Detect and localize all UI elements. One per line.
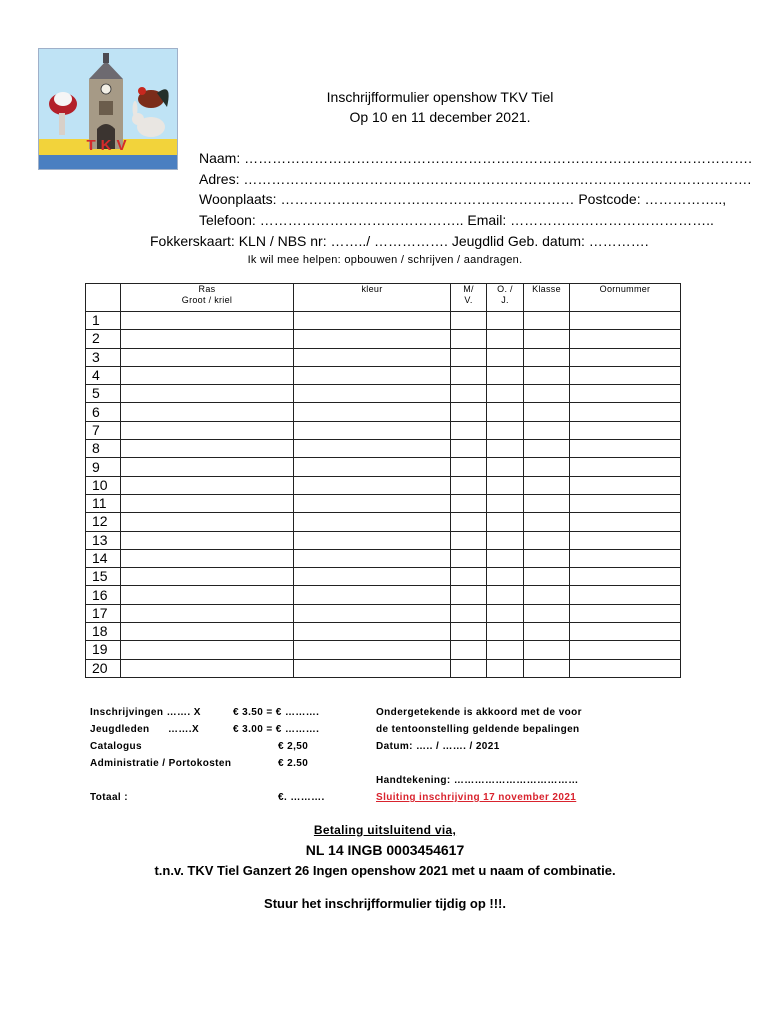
oj-cell[interactable] — [487, 348, 524, 366]
iban: NL 14 INGB 0003454617 — [305, 842, 465, 858]
oornummer-cell[interactable] — [570, 458, 681, 476]
header-oj: O. / J. — [487, 284, 524, 312]
logo-text: TKV — [86, 137, 132, 154]
table-row — [86, 641, 681, 659]
oj-cell[interactable] — [487, 385, 524, 403]
table-row — [86, 403, 681, 421]
mv-cell[interactable] — [451, 568, 487, 586]
oj-cell[interactable] — [487, 568, 524, 586]
jeugdleden-count[interactable]: …….X — [168, 724, 200, 735]
oj-cell[interactable] — [487, 440, 524, 458]
kleur-cell[interactable] — [294, 604, 451, 622]
table-row — [86, 421, 681, 439]
oornummer-cell[interactable] — [570, 385, 681, 403]
ras-cell[interactable] — [121, 476, 294, 494]
kleur-cell[interactable] — [294, 403, 451, 421]
klasse-cell[interactable] — [524, 476, 570, 494]
klasse-cell[interactable] — [524, 330, 570, 348]
oj-cell[interactable] — [487, 494, 524, 512]
row-number: 9 — [86, 458, 121, 476]
ras-cell[interactable] — [121, 531, 294, 549]
ras-cell[interactable] — [121, 659, 294, 677]
mv-cell[interactable] — [451, 586, 487, 604]
kleur-cell[interactable] — [294, 348, 451, 366]
agreement-line-2: de tentoonstelling geldende bepalingen — [376, 724, 580, 735]
mv-cell[interactable] — [451, 476, 487, 494]
header-nr — [86, 284, 121, 312]
row-number: 10 — [86, 476, 121, 494]
oj-cell[interactable] — [487, 549, 524, 567]
row-number: 14 — [86, 549, 121, 567]
oj-cell[interactable] — [487, 312, 524, 330]
kleur-cell[interactable] — [294, 421, 451, 439]
oj-cell[interactable] — [487, 421, 524, 439]
ras-cell[interactable] — [121, 549, 294, 567]
header-ras: Ras Groot / kriel — [121, 284, 294, 312]
klasse-cell[interactable] — [524, 312, 570, 330]
table-row — [86, 586, 681, 604]
kleur-cell[interactable] — [294, 568, 451, 586]
deadline-notice: Sluiting inschrijving 17 november 2021 — [376, 792, 577, 803]
inschrijvingen-label: Inschrijvingen ……. X — [90, 707, 201, 718]
handtekening-field[interactable]: Handtekening: ……………………………… — [376, 775, 579, 786]
kleur-cell[interactable] — [294, 659, 451, 677]
mv-cell[interactable] — [451, 366, 487, 384]
ras-cell[interactable] — [121, 330, 294, 348]
klasse-cell[interactable] — [524, 604, 570, 622]
ras-cell[interactable] — [121, 312, 294, 330]
kleur-cell[interactable] — [294, 312, 451, 330]
inschrijvingen-amount[interactable]: € 3.50 = € ………. — [233, 707, 320, 718]
ras-cell[interactable] — [121, 623, 294, 641]
kleur-cell[interactable] — [294, 476, 451, 494]
mv-cell[interactable] — [451, 641, 487, 659]
jeugdleden-label: Jeugdleden — [90, 724, 150, 735]
klasse-cell[interactable] — [524, 403, 570, 421]
account-holder: t.n.v. TKV Tiel Ganzert 26 Ingen openshow 2021 met u naam of combinatie. — [154, 863, 616, 878]
oornummer-cell[interactable] — [570, 403, 681, 421]
klasse-cell[interactable] — [524, 385, 570, 403]
mv-cell[interactable] — [451, 494, 487, 512]
klasse-cell[interactable] — [524, 421, 570, 439]
mv-cell[interactable] — [451, 385, 487, 403]
klasse-cell[interactable] — [524, 641, 570, 659]
ras-cell[interactable] — [121, 348, 294, 366]
ras-cell[interactable] — [121, 421, 294, 439]
kleur-cell[interactable] — [294, 440, 451, 458]
row-number: 15 — [86, 568, 121, 586]
oornummer-cell[interactable] — [570, 476, 681, 494]
mv-cell[interactable] — [451, 604, 487, 622]
entry-table — [85, 283, 681, 678]
help-options: Ik wil mee helpen: opbouwen / schrijven / aandragen. — [247, 254, 523, 266]
oornummer-cell[interactable] — [570, 586, 681, 604]
mv-cell[interactable] — [451, 312, 487, 330]
table-row — [86, 440, 681, 458]
row-number: 18 — [86, 623, 121, 641]
ras-cell[interactable] — [121, 513, 294, 531]
table-row — [86, 494, 681, 512]
ras-cell[interactable] — [121, 440, 294, 458]
table-row — [86, 659, 681, 677]
row-number: 7 — [86, 421, 121, 439]
mv-cell[interactable] — [451, 403, 487, 421]
kleur-cell[interactable] — [294, 330, 451, 348]
oornummer-cell[interactable] — [570, 366, 681, 384]
catalogus-label: Catalogus — [90, 741, 142, 752]
oj-cell[interactable] — [487, 604, 524, 622]
oj-cell[interactable] — [487, 586, 524, 604]
table-row — [86, 604, 681, 622]
kleur-cell[interactable] — [294, 623, 451, 641]
klasse-cell[interactable] — [524, 531, 570, 549]
kleur-cell[interactable] — [294, 458, 451, 476]
oornummer-cell[interactable] — [570, 549, 681, 567]
oj-cell[interactable] — [487, 366, 524, 384]
totaal-label: Totaal : — [90, 792, 129, 803]
oornummer-cell[interactable] — [570, 494, 681, 512]
naam-field[interactable]: Naam: ………………………………………………………………………………………………. — [199, 150, 753, 166]
klasse-cell[interactable] — [524, 568, 570, 586]
klasse-cell[interactable] — [524, 513, 570, 531]
header-oornummer: Oornummer — [570, 284, 681, 312]
oj-cell[interactable] — [487, 659, 524, 677]
admin-amount: € 2.50 — [278, 758, 309, 769]
woonplaats-postcode-field[interactable]: Woonplaats: ……………………………………………………… Postcode: …………….., — [199, 191, 727, 207]
oornummer-cell[interactable] — [570, 421, 681, 439]
ras-cell[interactable] — [121, 494, 294, 512]
klasse-cell[interactable] — [524, 659, 570, 677]
oj-cell[interactable] — [487, 531, 524, 549]
oj-cell[interactable] — [487, 641, 524, 659]
table-row — [86, 330, 681, 348]
catalogus-amount: € 2,50 — [278, 741, 309, 752]
mv-cell[interactable] — [451, 421, 487, 439]
mv-cell[interactable] — [451, 348, 487, 366]
fokkerskaart-field[interactable]: Fokkerskaart: KLN / NBS nr: ……../ ……………. Jeugdlid Geb. datum: …………. — [150, 233, 649, 249]
klasse-cell[interactable] — [524, 348, 570, 366]
oornummer-cell[interactable] — [570, 604, 681, 622]
ras-cell[interactable] — [121, 641, 294, 659]
klasse-cell[interactable] — [524, 458, 570, 476]
row-number: 1 — [86, 312, 121, 330]
klasse-cell[interactable] — [524, 586, 570, 604]
table-row — [86, 623, 681, 641]
oj-cell[interactable] — [487, 330, 524, 348]
row-number: 5 — [86, 385, 121, 403]
row-number: 4 — [86, 366, 121, 384]
row-number: 11 — [86, 494, 121, 512]
kleur-cell[interactable] — [294, 494, 451, 512]
header-mv: M/ V. — [451, 284, 487, 312]
oj-cell[interactable] — [487, 403, 524, 421]
row-number: 2 — [86, 330, 121, 348]
oj-cell[interactable] — [487, 458, 524, 476]
totaal-amount[interactable]: €. ………. — [278, 792, 325, 803]
oornummer-cell[interactable] — [570, 312, 681, 330]
kleur-cell[interactable] — [294, 513, 451, 531]
row-number: 3 — [86, 348, 121, 366]
table-row — [86, 549, 681, 567]
kleur-cell[interactable] — [294, 586, 451, 604]
mv-cell[interactable] — [451, 623, 487, 641]
kleur-cell[interactable] — [294, 531, 451, 549]
klasse-cell[interactable] — [524, 440, 570, 458]
klasse-cell[interactable] — [524, 494, 570, 512]
kleur-cell[interactable] — [294, 366, 451, 384]
oornummer-cell[interactable] — [570, 568, 681, 586]
table-row — [86, 476, 681, 494]
oornummer-cell[interactable] — [570, 623, 681, 641]
ras-cell[interactable] — [121, 568, 294, 586]
table-row — [86, 385, 681, 403]
table-row — [86, 366, 681, 384]
row-number: 20 — [86, 659, 121, 677]
table-row — [86, 568, 681, 586]
footer-note: Stuur het inschrijfformulier tijdig op !!!. — [264, 896, 506, 911]
telefoon-email-field[interactable]: Telefoon: …………………………………….. Email: …………………………………….. — [199, 212, 714, 228]
event-date: Op 10 en 11 december 2021. — [349, 109, 531, 125]
row-number: 19 — [86, 641, 121, 659]
oornummer-cell[interactable] — [570, 531, 681, 549]
row-number: 8 — [86, 440, 121, 458]
mv-cell[interactable] — [451, 330, 487, 348]
form-title: Inschrijfformulier openshow TKV Tiel — [326, 89, 554, 105]
ras-cell[interactable] — [121, 366, 294, 384]
kleur-cell[interactable] — [294, 385, 451, 403]
row-number: 12 — [86, 513, 121, 531]
oornummer-cell[interactable] — [570, 513, 681, 531]
header-klasse: Klasse — [524, 284, 570, 312]
ras-cell[interactable] — [121, 403, 294, 421]
kleur-cell[interactable] — [294, 641, 451, 659]
ras-cell[interactable] — [121, 604, 294, 622]
oj-cell[interactable] — [487, 623, 524, 641]
oornummer-cell[interactable] — [570, 440, 681, 458]
ras-cell[interactable] — [121, 385, 294, 403]
mv-cell[interactable] — [451, 440, 487, 458]
klasse-cell[interactable] — [524, 623, 570, 641]
oornummer-cell[interactable] — [570, 348, 681, 366]
table-row — [86, 458, 681, 476]
klasse-cell[interactable] — [524, 366, 570, 384]
oornummer-cell[interactable] — [570, 641, 681, 659]
mv-cell[interactable] — [451, 531, 487, 549]
datum-field[interactable]: Datum: ….. / ……. / 2021 — [376, 741, 500, 752]
row-number: 16 — [86, 586, 121, 604]
oornummer-cell[interactable] — [570, 330, 681, 348]
admin-label: Administratie / Portokosten — [90, 758, 232, 769]
table-row — [86, 348, 681, 366]
row-number: 6 — [86, 403, 121, 421]
row-number: 17 — [86, 604, 121, 622]
jeugdleden-amount[interactable]: € 3.00 = € ………. — [233, 724, 320, 735]
mv-cell[interactable] — [451, 659, 487, 677]
row-number: 13 — [86, 531, 121, 549]
header-kleur: kleur — [294, 284, 451, 312]
mv-cell[interactable] — [451, 513, 487, 531]
adres-field[interactable]: Adres: ………………………………………………………………………………………………. — [199, 171, 752, 187]
table-header-row — [86, 284, 681, 312]
ras-cell[interactable] — [121, 458, 294, 476]
oj-cell[interactable] — [487, 476, 524, 494]
table-row — [86, 513, 681, 531]
mv-cell[interactable] — [451, 458, 487, 476]
mv-cell[interactable] — [451, 549, 487, 567]
agreement-line-1: Ondergetekende is akkoord met de voor — [376, 707, 582, 718]
club-logo — [38, 48, 178, 170]
payment-heading: Betaling uitsluitend via, — [313, 823, 457, 837]
oornummer-cell[interactable] — [570, 659, 681, 677]
oj-cell[interactable] — [487, 513, 524, 531]
kleur-cell[interactable] — [294, 549, 451, 567]
table-row — [86, 312, 681, 330]
klasse-cell[interactable] — [524, 549, 570, 567]
table-row — [86, 531, 681, 549]
ras-cell[interactable] — [121, 586, 294, 604]
